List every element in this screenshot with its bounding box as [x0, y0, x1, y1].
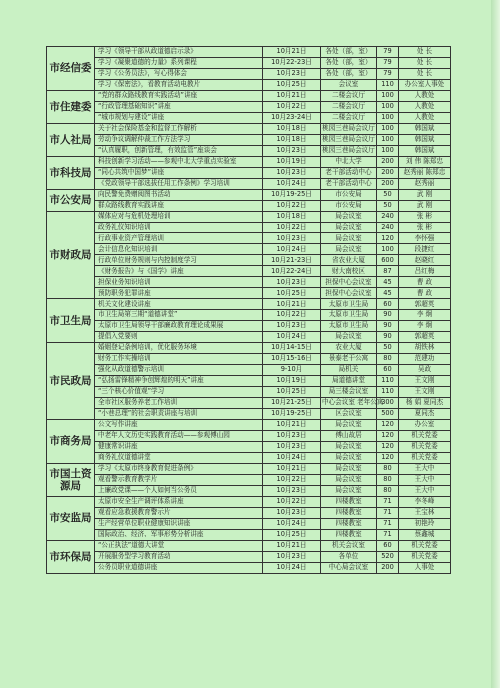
dept-anjian: 市安监局	[47, 496, 95, 540]
table-row: “弘扬雷锋精神争创辉煌的明天”讲座 10月19日 局道德讲堂 110 王文刚	[47, 376, 451, 387]
dept-jingxin: 市经信委	[47, 47, 95, 91]
table-row: 《财务报告》与《国学》讲座 10月22-24日 财大南校区 87 吕红梅	[47, 266, 451, 277]
schedule-table	[46, 46, 451, 574]
table-row: 市环保局 “公正执法”道德大讲堂 10月21日 机关会议室 60 机关党委	[47, 540, 451, 551]
table-row: “三个核心价值观”学习 10月25日 局三楼会议室 110 王文刚	[47, 387, 451, 398]
table-row: 全市社区服务养老工作培训 10月21-25日 中心会议室 老年公寓 300 杨 娟 夏同杰	[47, 398, 451, 409]
table-row: 群众路线教育实践讲座 10月22日 市公安局 50 武 刚	[47, 200, 451, 211]
table-row: 市人社局 关于社会保险基金和监督工作解析 10月18日 桃园三巷局会议厅 100 韩国斌	[47, 123, 451, 134]
table-row: 提倡入党要则 10月24日 局会议室 90 郭超英	[47, 332, 451, 343]
table-row: 市商务局 公文写作讲座 10月21日 局会议室 120 办公室	[47, 419, 451, 430]
table-row: “小巷总理”的社会职责讲座与培训 10月19-25日 区会议室 500 夏同杰	[47, 408, 451, 419]
table-row: 学习《保密法》，看教育活动电教片 10月25日 会议室 110 办公室人事处	[47, 79, 451, 90]
table-row: 观看警示教育教学片 10月22日 局会议室 80 王大中	[47, 474, 451, 485]
page-edge-strip	[491, 0, 500, 688]
table-row: 市卫生局 机关文化建设讲座 10月21日 太原市卫生局 60 郭超英	[47, 299, 451, 310]
table-row: 上廉政党课——个人如何当公务员 10月23日 局会议室 80 王大中	[47, 485, 451, 496]
table-row: 市科技局 科技创新学习活动——参观中北大学重点实验室 10月19日 中北大学 200 刘 伟 陈郑忠	[47, 156, 451, 167]
table-row: 预防职务犯罪讲座 10月25日 担保中心会议室 45 曹 政	[47, 288, 451, 299]
table-row: 劳动争议调解仲裁工作方法学习 10月18日 桃园三巷局会议厅 100 韩国斌	[47, 134, 451, 145]
table-row: 市安监局 太原市安全生产调评体系讲座 10月22日 四楼教室 71 李冬峰	[47, 496, 451, 507]
table-row: 健康常识讲座 10月23日 局会议室 120 机关党委	[47, 441, 451, 452]
table-row: 行政单位财务规则与内控制度学习 10月21-23日 省农业大厦 600 赵晓红	[47, 255, 451, 266]
table-row: 国际政治、经济、军事形势分析讲座 10月25日 四楼教室 71 蔡鑫城	[47, 529, 451, 540]
table-row: 学习《凝聚道德的力量》系列课程 10月22-23日 各处（部，室） 79 处 长	[47, 57, 451, 68]
table-row: 学习《公务员法》，写心得体会 10月23日 各处（部，室） 79 处 长	[47, 68, 451, 79]
dept-weisheng: 市卫生局	[47, 299, 95, 343]
table-row: 市卫生局第三期“道德讲堂” 10月22日 太原市卫生局 90 李 炯	[47, 310, 451, 321]
table-row: 行政事业资产管理培训 10月23日 局会议室 120 李怀强	[47, 233, 451, 244]
table-row: 市经信委 学习《领导干部从政道德启示录》 10月21日 各处（部，室） 79 处 长	[47, 47, 451, 58]
table-row: 太原市卫生局领导干部廉政教育理论成果展 10月23日 太原市卫生局 90 李 炯	[47, 321, 451, 332]
dept-caizheng: 市财政局	[47, 211, 95, 299]
dept-zhujian: 市住建委	[47, 90, 95, 123]
table-row: “城市规划与建设”讲座 10月23-24日 二楼会议厅 100 人教处	[47, 112, 451, 123]
table-row: 政务礼仪知识培训 10月22日 局会议室 240 张 彬	[47, 222, 451, 233]
table-row: “行政管理基础知识”讲座 10月22日 二楼会议厅 100 人教处	[47, 101, 451, 112]
table-row: 市住建委 “党的群众路线教育实践活动”讲座 10月21日 二楼会议厅 100 人教处	[47, 90, 451, 101]
table-row: 市民政局 婚姻登记条例培训，优化服务环境 10月14-15日 农业大厦 50 胡铁林	[47, 343, 451, 354]
dept-shangwu: 市商务局	[47, 419, 95, 463]
table-row: 公务员职业道德讲座 10月24日 中心局会议室 200 人事处	[47, 562, 451, 573]
activity-schedule-sheet	[46, 46, 450, 574]
table-row: 观看应急救援教育警示片 10月23日 四楼教室 71 王宝林	[47, 507, 451, 518]
dept-guotu: 市国土资源局	[47, 463, 95, 496]
table-row: 会计信息化知识培训 10月24日 局会议室 100 段捷红	[47, 244, 451, 255]
table-row: 财务工作实操培训 10月15-16日 景泰老干公寓 80 范建功	[47, 354, 451, 365]
table-row: 中老年人文历史实践教育活动——参观傅山园 10月23日 傅山故居 120 机关党委	[47, 430, 451, 441]
table-row: 生产经营单位职业健康知识讲座 10月24日 四楼教室 71 初艳玲	[47, 518, 451, 529]
table-row: 商务礼仪道德讲堂 10月24日 局会议室 120 机关党委	[47, 452, 451, 463]
table-row: 开展服务型学习教育活动 10月23日 各单位 520 机关党委	[47, 551, 451, 562]
dept-gongan: 市公安局	[47, 189, 95, 211]
table-row: 市公安局 向民警免费赠阅图书活动 10月19-25日 市公安局 50 武 刚	[47, 189, 451, 200]
dept-renshe: 市人社局	[47, 123, 95, 156]
table-row: 市财政局 媒体应对与危机处理培训 10月18日 局会议室 240 张 彬	[47, 211, 451, 222]
table-row: 强化从政道德警示培训 9-10月 局机关 60 吴政	[47, 365, 451, 376]
table-row: “同心共筑中国梦”讲座 10月23日 老干部活动中心 200 赵秀丽 陈郑忠	[47, 167, 451, 178]
table-row: 市国土资源局 学习《太原市终身教育促进条例》 10月21日 局会议室 80 王大中	[47, 463, 451, 474]
dept-huanbao: 市环保局	[47, 540, 95, 573]
table-row: 担保业务知识培训 10月23日 担保中心会议室 45 曹 政	[47, 277, 451, 288]
table-row: “认真履职，创新管理，有效监管”座谈会 10月23日 桃园三巷局会议厅 100 韩国斌	[47, 145, 451, 156]
table-row: 《党政领导干部选拔任用工作条例》学习培训 10月24日 老干部活动中心 200 赵秀丽	[47, 178, 451, 189]
dept-keji: 市科技局	[47, 156, 95, 189]
dept-minzheng: 市民政局	[47, 343, 95, 420]
